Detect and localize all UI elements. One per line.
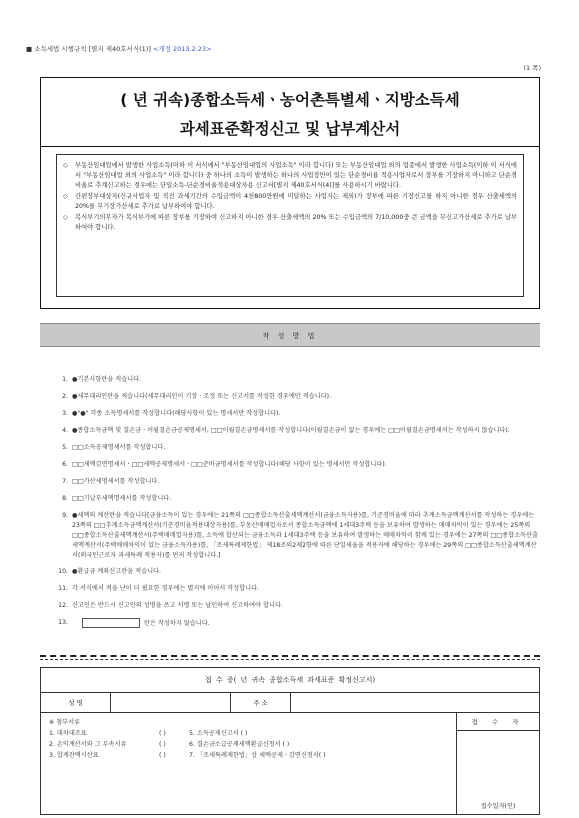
instruction-text-content: ●환급금 계좌신고란을 적습니다. xyxy=(72,568,162,575)
notice-item xyxy=(63,213,517,233)
instruction-text-content: ●세액의 계산란을 적습니다[금융소득이 있는 경우에는 21쪽의 □□종합소득산출세액계산서(금융소득자용)를, 기준경비율에 따라 추계소득금액계산서를 작성하는 경우에는 23쪽의 □□추계소득금액계산서(기준경비율적용대상자용)를, 부동산매매업자로서 종합소득금액에 1세대3주택 등을 보유하여 발생하는 매매차익이 있는 경우에는 25쪽의 □□종합소득산출세액계산서(주택매매업자용)를, 소득에 합산되는 금융소득과 1세대3주택 등을 보유하여 발생하는 매매차익이 함께 있는 경우에는 27쪽의 □□종합소득산출세액계산서(주택매매차익이 있는 금융소득자용)를, 「조세특례제한법」 제18조의2제2항에 따른 단일세율을 적용자에 해당하는 경우에는 29쪽의 □□종합소득산출세액계산서(외국인근로자 과세특례 적용자)를 먼저 작성합니다.] xyxy=(72,512,538,559)
form-rule-reference xyxy=(26,44,212,53)
instruction-text xyxy=(72,375,542,385)
instruction-text xyxy=(72,618,542,629)
instruction-text-content: 각 서식에서 적을 난이 더 필요한 경우에는 별지에 이어서 작성합니다. xyxy=(72,585,260,592)
instruction-number: 4. xyxy=(62,427,68,434)
attachment-title: ※ 첨부서류 xyxy=(49,719,81,726)
notice-item xyxy=(63,192,517,212)
diamond-bullet-icon: ◇ xyxy=(63,162,68,169)
cut-line xyxy=(40,655,540,657)
guide-title-bar: 작 성 방 법 xyxy=(40,323,540,347)
instruction-text xyxy=(72,426,542,436)
notice-item xyxy=(63,161,517,191)
instruction-number: 13. xyxy=(58,619,68,626)
instruction-item xyxy=(56,511,542,561)
instruction-text-content: □□소득공제명세서를 작성합니다. xyxy=(72,444,166,451)
instruction-item xyxy=(56,618,542,629)
attachment-row xyxy=(49,739,456,750)
instruction-item xyxy=(56,375,542,385)
instruction-number: 10. xyxy=(58,568,68,575)
page-number: (1 쪽) xyxy=(523,64,541,72)
instruction-item xyxy=(56,409,542,419)
address-field[interactable] xyxy=(291,693,539,712)
notice-text: 부동산임대업에서 발생한 사업소득(이하 이 서식에서 "부동산임대업의 사업소득" 이라 합니다) 또는 부동산임대업 외의 업종에서 발생한 사업소득(이하 이 서식에서 "부동산임대업 외의 사업소득" 이라 합니다) 중 하나의 소득이 발생하는 하나의 사업장만이 있는 단순경비율 적용사업자로서 장부를 기장하지 아니하고 단순경비율로 추계신고하는 경우에는 단일소득-단순경비율적용대상자용 신고서[별지 제40호서식(4)]를 사용하시기 바랍니다. xyxy=(75,162,517,189)
notice-text: 간편장부대상자(신규사업자 및 직전 과세기간의 수입금액이 4천800만원에 미달하는 사업자는 제외)가 장부에 따른 기장신고를 하지 아니한 경우 산출세액의 20%를 무기장가산세로 추가로 납부하여야 합니다. xyxy=(75,193,517,210)
instruction-text-content: □□세액감면명세서ㆍ□□세액공제명세서ㆍ□□준비금명세서를 작성합니다(해당 사항이 있는 명세서만 작성합니다). xyxy=(72,461,387,468)
name-label: 성 명 xyxy=(41,693,111,712)
rule-ref-text: ■ 소득세법 시행규칙 [별지 제40호서식(1)] xyxy=(26,45,151,53)
instruction-text-content: 란은 작성하지 않습니다. xyxy=(144,620,210,627)
receipt-slip xyxy=(40,667,540,815)
instruction-number: 8. xyxy=(62,495,68,502)
address-label: 주 소 xyxy=(231,693,291,712)
instruction-item xyxy=(56,477,542,487)
attachment-right: 7. 「조세특례제한법」상 세액공제ㆍ감면신청서( ) xyxy=(189,752,326,759)
instruction-number: 9. xyxy=(62,512,68,519)
attachment-right: 5. 소득공제신고서 ( ) xyxy=(189,730,248,737)
instruction-text xyxy=(72,392,542,402)
instruction-text xyxy=(72,494,542,504)
instruction-number: 6. xyxy=(62,461,68,468)
instruction-number: 5. xyxy=(62,444,68,451)
instruction-number: 2. xyxy=(62,393,68,400)
instruction-text-content: □□가산세명세서를 작성합니다. xyxy=(72,478,160,485)
instruction-text xyxy=(72,511,542,561)
receipt-bottom xyxy=(41,713,539,814)
attachment-count: ( ) xyxy=(159,741,166,748)
notice-inner-box xyxy=(56,154,524,297)
attachment-right: 6. 결손금소급공제세액환급신청서 ( ) xyxy=(189,741,290,748)
instruction-item xyxy=(56,392,542,402)
notice-section xyxy=(40,147,540,309)
instruction-text-content: 신고인은 반드시 신고인의 성명을 쓰고 서명 또는 날인하여 신고하여야 합니다. xyxy=(72,602,283,609)
instruction-number: 1. xyxy=(62,376,68,383)
instruction-item xyxy=(56,460,542,470)
attachment-count: ( ) xyxy=(159,752,166,759)
attachment-left: 3. 합계잔액시산표 xyxy=(49,752,99,759)
diamond-bullet-icon: ◇ xyxy=(63,193,68,200)
instruction-item xyxy=(56,494,542,504)
blank-field-box xyxy=(82,618,140,628)
instruction-item xyxy=(56,584,542,594)
instruction-item xyxy=(56,567,542,577)
attachment-row xyxy=(49,750,456,761)
receiver-stamp-box xyxy=(457,713,539,814)
attachment-count: ( ) xyxy=(159,730,166,737)
instruction-text xyxy=(72,443,542,453)
revision-date: <개정 2013.2.23> xyxy=(152,45,212,53)
cut-line-inner xyxy=(40,659,540,660)
receiver-label: 접 수 자 xyxy=(457,713,539,731)
receipt-date-seal: 접수일자(인) xyxy=(480,803,516,810)
instruction-text-content: ●"●" 각종 소득명세서를 작성합니다(해당사항이 있는 명세서만 작성합니다). xyxy=(72,410,281,417)
instruction-item xyxy=(56,443,542,453)
instruction-item xyxy=(56,426,542,436)
attachment-list xyxy=(41,713,457,814)
form-title-line2: 과세표준확정신고 및 납부계산서 xyxy=(179,120,401,138)
instruction-text-content: ●기본사항란을 적습니다. xyxy=(72,376,142,383)
instruction-text xyxy=(72,409,542,419)
instruction-number: 11. xyxy=(58,585,68,592)
instruction-number: 12. xyxy=(58,602,68,609)
instruction-text xyxy=(72,460,542,470)
instruction-item xyxy=(56,601,542,611)
instruction-number: 3. xyxy=(62,410,68,417)
receipt-name-address-row xyxy=(41,693,539,713)
form-title-box xyxy=(40,77,540,147)
instruction-text xyxy=(72,601,542,611)
name-field[interactable] xyxy=(111,693,231,712)
instruction-text xyxy=(72,477,542,487)
instruction-number: 7. xyxy=(62,478,68,485)
instruction-text xyxy=(72,567,542,577)
diamond-bullet-icon: ◇ xyxy=(63,214,68,221)
instruction-text-content: ●세무대리인란을 적습니다(세무대리인이 기장ㆍ조정 또는 신고서를 작성한 경우에만 적습니다). xyxy=(72,393,332,400)
form-title-line1: ( 년 귀속)종합소득세ㆍ농어촌특별세ㆍ지방소득세 xyxy=(120,91,460,109)
notice-text: 복식부기의무자가 복식부기에 따른 장부를 기장하여 신고하지 아니한 경우 산출세액의 20% 또는 수입금액의 7/10,000중 큰 금액을 무신고가산세로 추가로 납부하여야 합니다. xyxy=(75,214,517,231)
instructions-list xyxy=(56,375,542,636)
instruction-text-content: ●종합소득금액 및 결손금ㆍ이월결손금공제명세서, □□이월결손금명세서를 작성합니다(이월결손금이 없는 경우에는 □□이월결손금명세서는 작성하지 않습니다). xyxy=(72,427,510,434)
attachment-left: 1. 대차대조표 xyxy=(49,730,87,737)
attachment-left: 2. 손익계산서와 그 부속서류 xyxy=(49,741,127,748)
instruction-text xyxy=(72,584,542,594)
instruction-text-content: □□기납부세액명세서를 작성합니다. xyxy=(72,495,172,502)
receipt-title: 접 수 증( 년 귀속 종합소득세 과세표준 확정신고서) xyxy=(41,668,539,693)
attachment-row xyxy=(49,728,456,739)
